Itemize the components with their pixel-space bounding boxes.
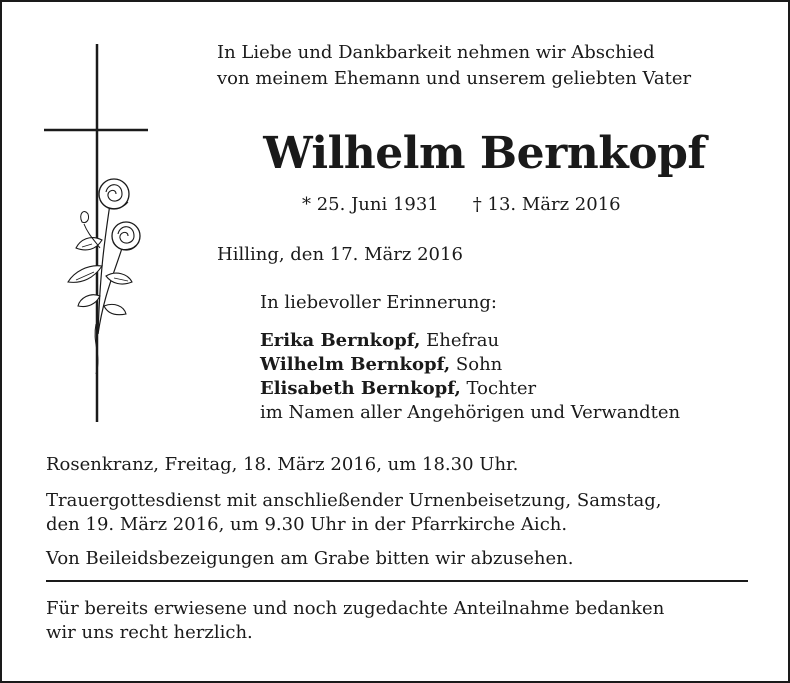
- deceased-name: Wilhelm Bernkopf: [263, 128, 706, 179]
- mourner-relation: Tochter: [466, 378, 537, 399]
- mourner-row: [260, 354, 502, 376]
- mourner-row: [260, 330, 499, 352]
- divider: [46, 580, 748, 582]
- mourner-name: Wilhelm Bernkopf,: [260, 354, 451, 375]
- relatives-line: im Namen aller Angehörigen und Verwandten: [260, 402, 681, 423]
- mourner-row: [260, 378, 536, 400]
- cross-with-roses-icon: [44, 44, 154, 424]
- thanks-line-2: wir uns recht herzlich.: [46, 622, 253, 643]
- service-line-1: Trauergottesdienst mit anschließender Urnenbeisetzung, Samstag,: [46, 490, 662, 511]
- place-and-date: Hilling, den 17. März 2016: [217, 244, 463, 265]
- condolence-note: Von Beileidsbezeigungen am Grabe bitten wir abzusehen.: [46, 548, 574, 569]
- thanks-line-1: Für bereits erwiesene und noch zugedachte Anteilnahme bedanken: [46, 598, 665, 619]
- life-dates: [302, 194, 621, 216]
- mourner-relation: Ehefrau: [426, 330, 500, 351]
- service-line-2: den 19. März 2016, um 9.30 Uhr in der Pfarrkirche Aich.: [46, 514, 568, 535]
- mourner-relation: Sohn: [455, 354, 503, 375]
- intro-line-2: von meinem Ehemann und unserem geliebten Vater: [217, 68, 692, 89]
- mourner-name: Elisabeth Bernkopf,: [260, 378, 461, 399]
- mourner-name: Erika Bernkopf,: [260, 330, 421, 351]
- death-date: † 13. März 2016: [472, 194, 621, 215]
- birth-date: * 25. Juni 1931: [302, 194, 439, 215]
- memory-heading: In liebevoller Erinnerung:: [260, 292, 497, 313]
- rosary-info: Rosenkranz, Freitag, 18. März 2016, um 18.30 Uhr.: [46, 454, 519, 475]
- intro-line-1: In Liebe und Dankbarkeit nehmen wir Abschied: [217, 42, 655, 63]
